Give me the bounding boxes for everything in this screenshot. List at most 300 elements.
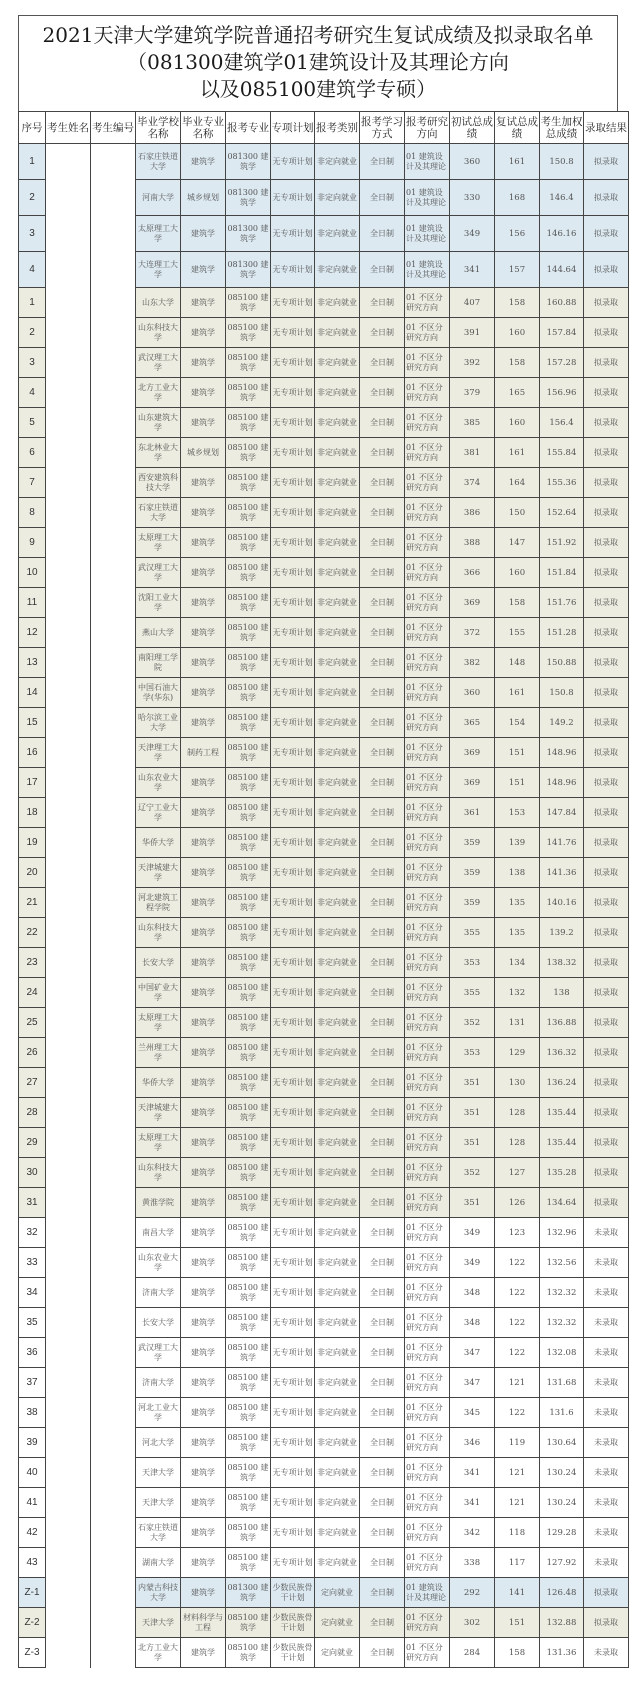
weighted-score-cell: 131.6 [540,1398,584,1428]
direction-cell: 01 不区分研究方向 [405,528,450,558]
direction-cell: 01 不区分研究方向 [405,888,450,918]
candidate-name-cell [46,1338,91,1368]
mode-cell: 全日制 [360,1488,405,1518]
plan-cell: 无专项计划 [271,708,315,738]
apply-major-cell: 085100 建筑学 [226,948,271,978]
apply-major-cell: 081300 建筑学 [226,144,271,180]
seq-cell: 8 [19,498,46,528]
retest-score-cell: 164 [495,468,540,498]
mode-cell: 全日制 [360,1518,405,1548]
school-cell: 天津城建大学 [136,1098,181,1128]
candidate-name-cell [46,498,91,528]
mode-cell: 全日制 [360,978,405,1008]
candidate-id-cell [91,528,136,558]
result-cell: 拟录取 [584,1068,629,1098]
initial-score-cell: 351 [450,1128,495,1158]
type-cell: 非定向就业 [315,144,360,180]
candidate-id-cell [91,1368,136,1398]
school-cell: 武汉理工大学 [136,1338,181,1368]
mode-cell: 全日制 [360,252,405,288]
initial-score-cell: 359 [450,888,495,918]
major-cell: 建筑学 [181,1338,226,1368]
seq-cell: 32 [19,1218,46,1248]
major-cell: 建筑学 [181,858,226,888]
mode-cell: 全日制 [360,144,405,180]
result-cell: 拟录取 [584,858,629,888]
candidate-name-cell [46,468,91,498]
retest-score-cell: 121 [495,1458,540,1488]
retest-score-cell: 151 [495,1608,540,1638]
candidate-name-cell [46,828,91,858]
seq-cell: 3 [19,348,46,378]
major-cell: 建筑学 [181,1458,226,1488]
school-cell: 太原理工大学 [136,1008,181,1038]
candidate-name-cell [46,216,91,252]
type-cell: 非定向就业 [315,978,360,1008]
type-cell: 非定向就业 [315,1218,360,1248]
seq-cell: 14 [19,678,46,708]
table-row [19,378,629,408]
mode-cell: 全日制 [360,1638,405,1668]
table-row [19,498,629,528]
seq-cell: 37 [19,1368,46,1398]
retest-score-cell: 119 [495,1428,540,1458]
candidate-name-cell [46,180,91,216]
initial-score-cell: 374 [450,468,495,498]
table-row [19,1368,629,1398]
type-cell: 非定向就业 [315,288,360,318]
mode-cell: 全日制 [360,348,405,378]
seq-cell: 9 [19,528,46,558]
plan-cell: 无专项计划 [271,1128,315,1158]
candidate-name-cell [46,318,91,348]
candidate-id-cell [91,144,136,180]
initial-score-cell: 360 [450,678,495,708]
seq-cell: 11 [19,588,46,618]
plan-cell: 无专项计划 [271,1458,315,1488]
candidate-id-cell [91,1068,136,1098]
type-cell: 非定向就业 [315,180,360,216]
mode-cell: 全日制 [360,288,405,318]
candidate-id-cell [91,588,136,618]
table-row [19,558,629,588]
plan-cell: 无专项计划 [271,798,315,828]
candidate-name-cell [46,1548,91,1578]
school-cell: 北方工业大学 [136,378,181,408]
type-cell: 非定向就业 [315,678,360,708]
weighted-score-cell: 148.96 [540,768,584,798]
direction-cell: 01 不区分研究方向 [405,1428,450,1458]
result-cell: 拟录取 [584,948,629,978]
weighted-score-cell: 141.76 [540,828,584,858]
major-cell: 建筑学 [181,378,226,408]
type-cell: 非定向就业 [315,378,360,408]
weighted-score-cell: 130.24 [540,1458,584,1488]
apply-major-cell: 085100 建筑学 [226,738,271,768]
plan-cell: 无专项计划 [271,768,315,798]
candidate-name-cell [46,1368,91,1398]
table-row [19,918,629,948]
major-cell: 建筑学 [181,648,226,678]
apply-major-cell: 085100 建筑学 [226,588,271,618]
seq-cell: 22 [19,918,46,948]
result-cell: 拟录取 [584,1158,629,1188]
weighted-score-cell: 146.4 [540,180,584,216]
candidate-id-cell [91,1458,136,1488]
result-cell: 拟录取 [584,978,629,1008]
seq-cell: 24 [19,978,46,1008]
type-cell: 非定向就业 [315,1548,360,1578]
direction-cell: 01 不区分研究方向 [405,1188,450,1218]
result-cell: 拟录取 [584,378,629,408]
mode-cell: 全日制 [360,768,405,798]
apply-major-cell: 081300 建筑学 [226,1578,271,1608]
mode-cell: 全日制 [360,1188,405,1218]
direction-cell: 01 不区分研究方向 [405,1068,450,1098]
seq-cell: 35 [19,1308,46,1338]
mode-cell: 全日制 [360,1218,405,1248]
weighted-score-cell: 160.88 [540,288,584,318]
retest-score-cell: 165 [495,378,540,408]
weighted-score-cell: 131.36 [540,1638,584,1668]
weighted-score-cell: 155.84 [540,438,584,468]
weighted-score-cell: 139.2 [540,918,584,948]
type-cell: 非定向就业 [315,252,360,288]
direction-cell: 01 不区分研究方向 [405,348,450,378]
mode-cell: 全日制 [360,558,405,588]
table-row [19,648,629,678]
apply-major-cell: 085100 建筑学 [226,1188,271,1218]
initial-score-cell: 341 [450,1488,495,1518]
school-cell: 太原理工大学 [136,528,181,558]
plan-cell: 无专项计划 [271,1398,315,1428]
plan-cell: 无专项计划 [271,558,315,588]
result-cell: 拟录取 [584,648,629,678]
initial-score-cell: 385 [450,408,495,438]
apply-major-cell: 085100 建筑学 [226,888,271,918]
retest-score-cell: 160 [495,558,540,588]
result-cell: 拟录取 [584,288,629,318]
col-header-apply-major: 报考专业 [226,112,271,144]
direction-cell: 01 不区分研究方向 [405,948,450,978]
seq-cell: 34 [19,1278,46,1308]
table-row [19,318,629,348]
col-header-type: 报考类别 [315,112,360,144]
initial-score-cell: 349 [450,1248,495,1278]
retest-score-cell: 128 [495,1098,540,1128]
weighted-score-cell: 140.16 [540,888,584,918]
table-row [19,1518,629,1548]
initial-score-cell: 338 [450,1548,495,1578]
apply-major-cell: 085100 建筑学 [226,1338,271,1368]
initial-score-cell: 359 [450,858,495,888]
direction-cell: 01 建筑设计及其理论 [405,216,450,252]
apply-major-cell: 085100 建筑学 [226,768,271,798]
plan-cell: 少数民族骨干计划 [271,1638,315,1668]
type-cell: 非定向就业 [315,1368,360,1398]
result-cell: 未录取 [584,1218,629,1248]
school-cell: 湖南大学 [136,1548,181,1578]
apply-major-cell: 085100 建筑学 [226,1458,271,1488]
apply-major-cell: 085100 建筑学 [226,1038,271,1068]
candidate-name-cell [46,888,91,918]
type-cell: 非定向就业 [315,798,360,828]
retest-score-cell: 130 [495,1068,540,1098]
seq-cell: 5 [19,408,46,438]
candidate-id-cell [91,252,136,288]
seq-cell: 17 [19,768,46,798]
seq-cell: 4 [19,378,46,408]
school-cell: 山东建筑大学 [136,408,181,438]
plan-cell: 无专项计划 [271,678,315,708]
direction-cell: 01 不区分研究方向 [405,1398,450,1428]
result-cell: 拟录取 [584,498,629,528]
candidate-id-cell [91,1398,136,1428]
initial-score-cell: 349 [450,216,495,252]
major-cell: 建筑学 [181,408,226,438]
type-cell: 非定向就业 [315,1428,360,1458]
table-row [19,1338,629,1368]
col-header-name: 考生姓名 [46,112,91,144]
seq-cell: 25 [19,1008,46,1038]
table-row [19,216,629,252]
retest-score-cell: 127 [495,1158,540,1188]
direction-cell: 01 不区分研究方向 [405,1128,450,1158]
school-cell: 西安建筑科技大学 [136,468,181,498]
type-cell: 非定向就业 [315,768,360,798]
mode-cell: 全日制 [360,1548,405,1578]
direction-cell: 01 不区分研究方向 [405,1278,450,1308]
mode-cell: 全日制 [360,378,405,408]
initial-score-cell: 352 [450,1158,495,1188]
major-cell: 建筑学 [181,318,226,348]
candidate-name-cell [46,1218,91,1248]
mode-cell: 全日制 [360,588,405,618]
candidate-id-cell [91,1548,136,1578]
major-cell: 建筑学 [181,948,226,978]
seq-cell: 33 [19,1248,46,1278]
candidate-id-cell [91,1188,136,1218]
school-cell: 兰州理工大学 [136,1038,181,1068]
direction-cell: 01 不区分研究方向 [405,588,450,618]
apply-major-cell: 085100 建筑学 [226,798,271,828]
candidate-name-cell [46,708,91,738]
apply-major-cell: 085100 建筑学 [226,468,271,498]
initial-score-cell: 348 [450,1278,495,1308]
seq-cell: Z-2 [19,1608,46,1638]
major-cell: 建筑学 [181,1158,226,1188]
candidate-id-cell [91,378,136,408]
school-cell: 山东科技大学 [136,918,181,948]
candidate-id-cell [91,288,136,318]
table-row [19,978,629,1008]
weighted-score-cell: 148.96 [540,738,584,768]
apply-major-cell: 081300 建筑学 [226,216,271,252]
candidate-id-cell [91,798,136,828]
mode-cell: 全日制 [360,708,405,738]
seq-cell: 1 [19,288,46,318]
weighted-score-cell: 152.64 [540,498,584,528]
candidate-id-cell [91,1218,136,1248]
direction-cell: 01 不区分研究方向 [405,1638,450,1668]
candidate-name-cell [46,1308,91,1338]
plan-cell: 无专项计划 [271,216,315,252]
major-cell: 建筑学 [181,558,226,588]
plan-cell: 无专项计划 [271,858,315,888]
direction-cell: 01 不区分研究方向 [405,1368,450,1398]
direction-cell: 01 不区分研究方向 [405,618,450,648]
weighted-score-cell: 150.88 [540,648,584,678]
retest-score-cell: 151 [495,768,540,798]
retest-score-cell: 153 [495,798,540,828]
major-cell: 建筑学 [181,798,226,828]
result-cell: 未录取 [584,1368,629,1398]
candidate-name-cell [46,378,91,408]
mode-cell: 全日制 [360,948,405,978]
seq-cell: 2 [19,180,46,216]
table-row [19,708,629,738]
initial-score-cell: 292 [450,1578,495,1608]
candidate-name-cell [46,408,91,438]
school-cell: 中国矿业大学 [136,978,181,1008]
retest-score-cell: 158 [495,588,540,618]
seq-cell: 19 [19,828,46,858]
mode-cell: 全日制 [360,1458,405,1488]
candidate-id-cell [91,1638,136,1668]
apply-major-cell: 085100 建筑学 [226,708,271,738]
weighted-score-cell: 131.68 [540,1368,584,1398]
result-cell: 拟录取 [584,588,629,618]
initial-score-cell: 407 [450,288,495,318]
mode-cell: 全日制 [360,1068,405,1098]
type-cell: 非定向就业 [315,948,360,978]
direction-cell: 01 不区分研究方向 [405,1488,450,1518]
seq-cell: 6 [19,438,46,468]
result-cell: 未录取 [584,1278,629,1308]
school-cell: 沈阳工业大学 [136,588,181,618]
school-cell: 北方工业大学 [136,1638,181,1668]
direction-cell: 01 建筑设计及其理论 [405,144,450,180]
table-row [19,678,629,708]
type-cell: 非定向就业 [315,1158,360,1188]
mode-cell: 全日制 [360,1008,405,1038]
title-line-2: （081300建筑学01建筑设计及其理论方向 [127,50,509,74]
weighted-score-cell: 151.92 [540,528,584,558]
seq-cell: 23 [19,948,46,978]
result-cell: 未录取 [584,1518,629,1548]
table-row [19,144,629,180]
direction-cell: 01 不区分研究方向 [405,1248,450,1278]
apply-major-cell: 085100 建筑学 [226,858,271,888]
initial-score-cell: 341 [450,1458,495,1488]
result-cell: 拟录取 [584,180,629,216]
candidate-name-cell [46,738,91,768]
retest-score-cell: 160 [495,318,540,348]
major-cell: 建筑学 [181,888,226,918]
major-cell: 建筑学 [181,1248,226,1278]
mode-cell: 全日制 [360,858,405,888]
initial-score-cell: 392 [450,348,495,378]
weighted-score-cell: 151.76 [540,588,584,618]
weighted-score-cell: 132.88 [540,1608,584,1638]
apply-major-cell: 085100 建筑学 [226,1518,271,1548]
direction-cell: 01 不区分研究方向 [405,828,450,858]
table-row [19,738,629,768]
apply-major-cell: 085100 建筑学 [226,1548,271,1578]
weighted-score-cell: 155.36 [540,468,584,498]
type-cell: 非定向就业 [315,438,360,468]
result-cell: 拟录取 [584,798,629,828]
title-line-1: 2021天津大学建筑学院普通招考研究生复试成绩及拟录取名单 [42,23,594,47]
initial-score-cell: 302 [450,1608,495,1638]
seq-cell: 7 [19,468,46,498]
plan-cell: 无专项计划 [271,828,315,858]
school-cell: 天津城建大学 [136,858,181,888]
school-cell: 哈尔滨工业大学 [136,708,181,738]
retest-score-cell: 123 [495,1218,540,1248]
table-row [19,948,629,978]
result-cell: 拟录取 [584,678,629,708]
seq-cell: 3 [19,216,46,252]
plan-cell: 无专项计划 [271,498,315,528]
type-cell: 非定向就业 [315,1488,360,1518]
candidate-id-cell [91,1158,136,1188]
candidate-name-cell [46,1068,91,1098]
candidate-name-cell [46,1638,91,1668]
direction-cell: 01 建筑设计及其理论 [405,252,450,288]
major-cell: 建筑学 [181,1548,226,1578]
major-cell: 建筑学 [181,768,226,798]
major-cell: 建筑学 [181,1578,226,1608]
result-cell: 拟录取 [584,438,629,468]
plan-cell: 无专项计划 [271,528,315,558]
seq-cell: 39 [19,1428,46,1458]
candidate-id-cell [91,468,136,498]
plan-cell: 无专项计划 [271,468,315,498]
table-row [19,1488,629,1518]
plan-cell: 无专项计划 [271,1548,315,1578]
candidate-name-cell [46,858,91,888]
candidate-name-cell [46,1608,91,1638]
type-cell: 非定向就业 [315,648,360,678]
school-cell: 中国石油大学(华东) [136,678,181,708]
mode-cell: 全日制 [360,1278,405,1308]
school-cell: 济南大学 [136,1368,181,1398]
plan-cell: 无专项计划 [271,1248,315,1278]
weighted-score-cell: 141.36 [540,858,584,888]
weighted-score-cell: 135.28 [540,1158,584,1188]
result-cell: 拟录取 [584,318,629,348]
direction-cell: 01 不区分研究方向 [405,738,450,768]
retest-score-cell: 121 [495,1368,540,1398]
plan-cell: 无专项计划 [271,888,315,918]
candidate-id-cell [91,438,136,468]
apply-major-cell: 085100 建筑学 [226,618,271,648]
candidate-name-cell [46,288,91,318]
seq-cell: 12 [19,618,46,648]
table-row [19,1548,629,1578]
apply-major-cell: 085100 建筑学 [226,1008,271,1038]
table-row [19,1398,629,1428]
initial-score-cell: 381 [450,438,495,468]
seq-cell: 2 [19,318,46,348]
plan-cell: 无专项计划 [271,1338,315,1368]
initial-score-cell: 369 [450,588,495,618]
direction-cell: 01 不区分研究方向 [405,1548,450,1578]
direction-cell: 01 不区分研究方向 [405,858,450,888]
candidate-name-cell [46,918,91,948]
initial-score-cell: 342 [450,1518,495,1548]
